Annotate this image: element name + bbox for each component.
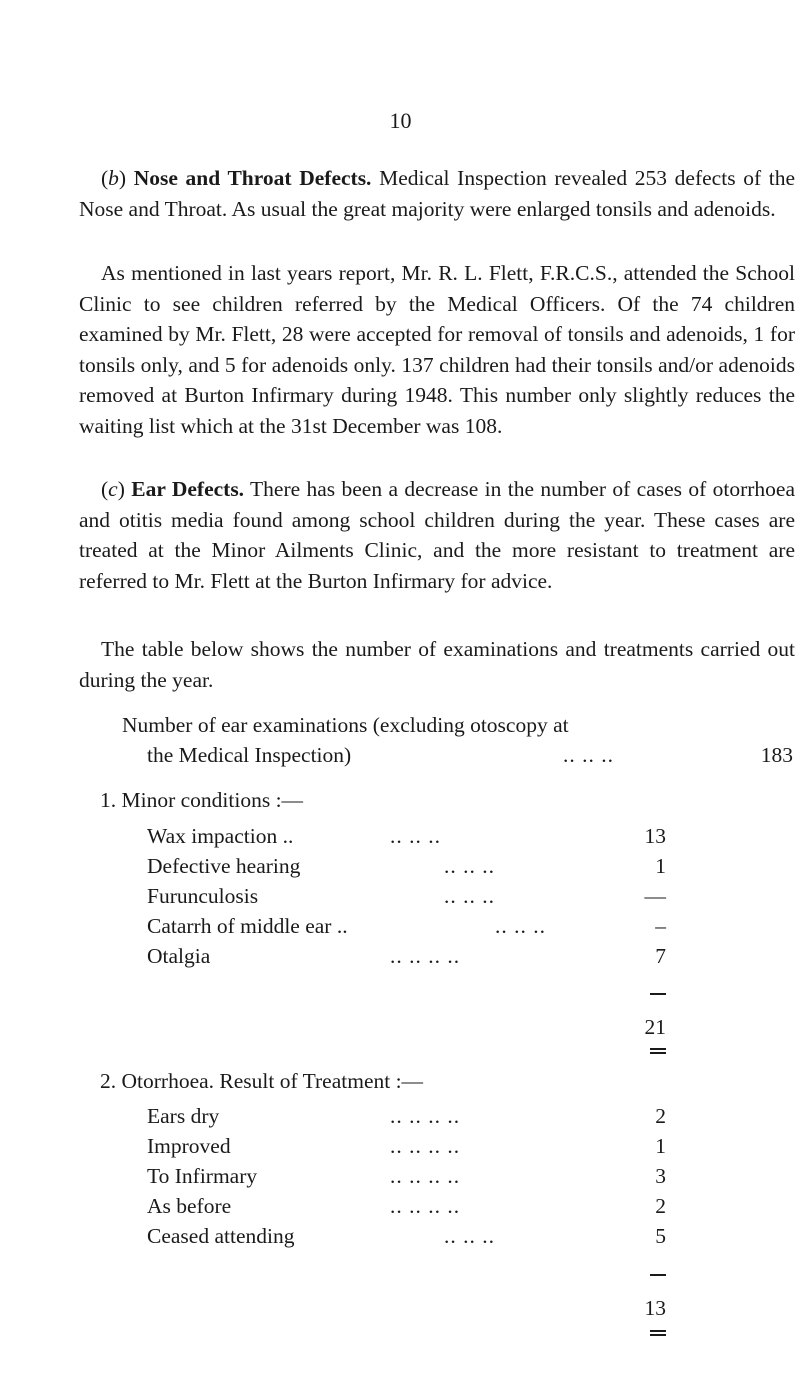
minor-value-2: — bbox=[644, 884, 666, 908]
section-c-label-open: ( bbox=[101, 477, 109, 501]
minor-total-rule bbox=[650, 993, 666, 995]
minor-total: 21 bbox=[644, 1015, 666, 1039]
minor-value-0: 13 bbox=[644, 824, 666, 848]
minor-double-rule-bottom bbox=[650, 1052, 666, 1054]
otorrhoea-value-3: 2 bbox=[655, 1194, 666, 1218]
otorrhoea-leader-4: .. .. .. bbox=[444, 1224, 495, 1248]
minor-value-4: 7 bbox=[655, 944, 666, 968]
section-c-heading: Ear Defects. bbox=[131, 477, 245, 501]
section-b-text: Medical Inspection revealed 253 defects of the Nose and Throat. As usual the great majority were enlarged tonsils and adenoids. bbox=[79, 166, 796, 221]
otorrhoea-leader-3: .. .. .. .. bbox=[390, 1194, 461, 1218]
minor-label-4: Otalgia bbox=[147, 944, 211, 968]
otorrhoea-heading: 2. Otorrhoea. Result of Treatment :— bbox=[100, 1069, 424, 1093]
section-c-paragraph bbox=[79, 474, 795, 596]
otorrhoea-label-4: Ceased attending bbox=[147, 1224, 295, 1248]
minor-leader-3: .. .. .. bbox=[495, 914, 546, 938]
ear-exams-leader: .. .. .. bbox=[563, 743, 614, 767]
minor-leader-0: .. .. .. bbox=[390, 824, 441, 848]
section-c-label-close: ) bbox=[117, 477, 125, 501]
minor-value-3: – bbox=[655, 914, 666, 938]
minor-leader-4: .. .. .. .. bbox=[390, 944, 461, 968]
minor-double-rule-top bbox=[650, 1048, 666, 1050]
page-number: 10 bbox=[389, 108, 412, 133]
ear-exams-value: 183 bbox=[760, 743, 793, 767]
section-b-heading: Nose and Throat Defects. bbox=[133, 166, 372, 190]
section-c-label-letter: c bbox=[108, 477, 118, 501]
ear-exams-line2: the Medical Inspection) bbox=[147, 743, 352, 767]
otorrhoea-total-rule bbox=[650, 1274, 666, 1276]
otorrhoea-leader-1: .. .. .. .. bbox=[390, 1134, 461, 1158]
section-b-label-letter: b bbox=[108, 166, 119, 190]
otorrhoea-label-0: Ears dry bbox=[147, 1104, 220, 1128]
minor-label-1: Defective hearing bbox=[147, 854, 301, 878]
section-b-paragraph bbox=[79, 163, 795, 224]
otorrhoea-double-rule-top bbox=[650, 1330, 666, 1332]
section-c-text: There has been a decrease in the number of cases of otorrhoea and otitis media found among school children during the year. These cases are treated at the Minor Ailments Clinic, and the more resistant to treatment are referred to Mr. Flett at the Burton Infirmary for advice. bbox=[79, 477, 795, 593]
flett-text: As mentioned in last years report, Mr. R. L. Flett, F.R.C.S., attended the School Clinic to see children referred by the Medical Officers. Of the 74 children examined by Mr. Flett, 28 were accepted for removal of tonsils and adenoids, 1 for tonsils only, and 5 for adenoids only. 137 children had their tonsils and/or adenoids removed at Burton Infirmary during 1948. This number only slightly reduces the waiting list which at the 31st December was 108. bbox=[79, 261, 795, 438]
otorrhoea-double-rule-bottom bbox=[650, 1334, 666, 1336]
otorrhoea-label-2: To Infirmary bbox=[147, 1164, 258, 1188]
section-b-label-open: ( bbox=[101, 166, 109, 190]
otorrhoea-leader-2: .. .. .. .. bbox=[390, 1164, 461, 1188]
minor-leader-2: .. .. .. bbox=[444, 884, 495, 908]
ear-exams-line1: Number of ear examinations (excluding otoscopy at bbox=[122, 713, 569, 737]
otorrhoea-label-1: Improved bbox=[147, 1134, 231, 1158]
minor-label-3: Catarrh of middle ear .. bbox=[147, 914, 348, 938]
otorrhoea-value-2: 3 bbox=[655, 1164, 666, 1188]
table-intro-paragraph bbox=[79, 634, 795, 695]
minor-heading: 1. Minor conditions :— bbox=[100, 788, 304, 812]
otorrhoea-total: 13 bbox=[644, 1296, 666, 1320]
otorrhoea-value-4: 5 bbox=[655, 1224, 666, 1248]
minor-label-2: Furunculosis bbox=[147, 884, 259, 908]
flett-paragraph bbox=[79, 258, 795, 441]
otorrhoea-value-1: 1 bbox=[655, 1134, 666, 1158]
minor-leader-1: .. .. .. bbox=[444, 854, 495, 878]
otorrhoea-label-3: As before bbox=[147, 1194, 232, 1218]
table-intro-text: The table below shows the number of examinations and treatments carried out during the year. bbox=[79, 637, 795, 692]
section-b-label-close: ) bbox=[118, 166, 127, 190]
minor-value-1: 1 bbox=[655, 854, 666, 878]
otorrhoea-value-0: 2 bbox=[655, 1104, 666, 1128]
minor-label-0: Wax impaction .. bbox=[147, 824, 294, 848]
otorrhoea-leader-0: .. .. .. .. bbox=[390, 1104, 461, 1128]
